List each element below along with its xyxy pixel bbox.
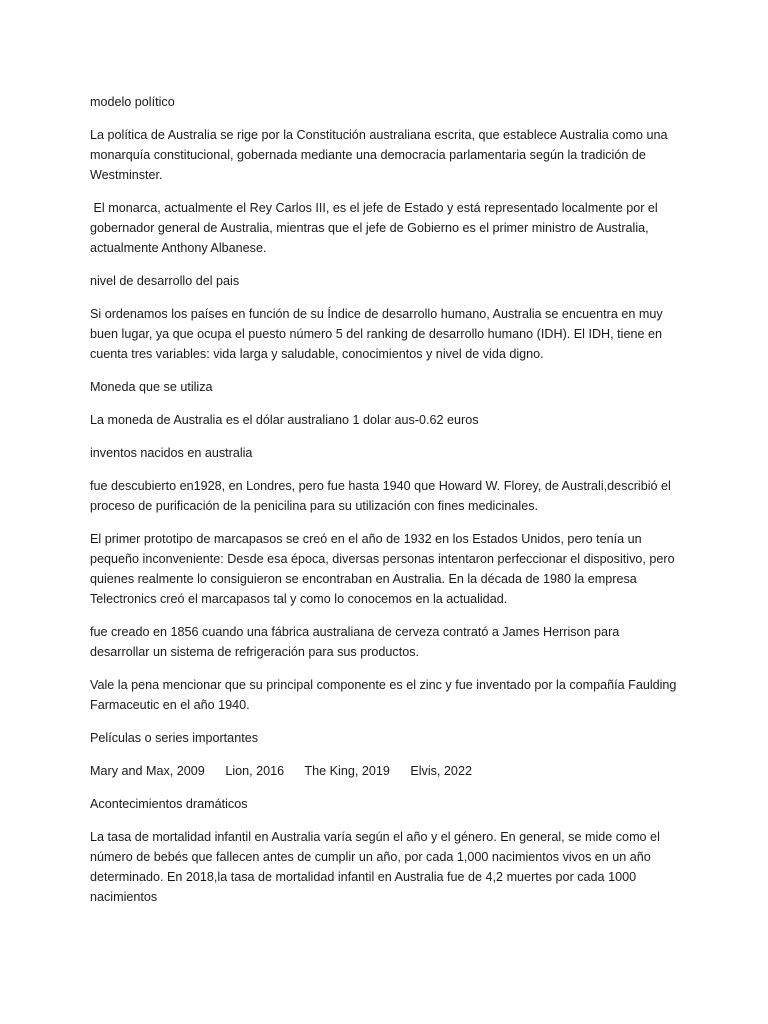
paragraph-invention-pacemaker: El primer prototipo de marcapasos se creó en el año de 1932 en los Estados Unidos, pero tenía un pequeño inconveniente: Desde esa época, diversas personas intentaron perfeccionar el dispositivo, pero quienes realmente lo consiguieron se encontraban en Australia. En la década de 1980 la empresa Telectronics creó el marcapasos tal y como lo conocemos en la actualidad.	[90, 532, 675, 606]
film-item: The King, 2019	[304, 764, 390, 778]
section-heading-films: Películas o series importantes	[90, 731, 258, 745]
paragraph-currency: La moneda de Australia es el dólar australiano 1 dolar aus-0.62 euros	[90, 413, 479, 427]
film-item: Mary and Max, 2009	[90, 764, 205, 778]
section-heading-currency: Moneda que se utiliza	[90, 380, 213, 394]
paragraph-invention-penicillin: fue descubierto en1928, en Londres, pero fue hasta 1940 que Howard W. Florey, de Australi,describió el proceso de purificación de la penicilina para su utilización con fines medicinales.	[90, 479, 671, 513]
section-heading-inventions: inventos nacidos en australia	[90, 446, 253, 460]
paragraph-invention-zinc: Vale la pena mencionar que su principal componente es el zinc y fue inventado por la compañía Faulding Farmaceutic en el año 1940.	[90, 678, 677, 712]
paragraph-political-1: La política de Australia se rige por la Constitución australiana escrita, que establece Australia como una monarquía constitucional, gobernada mediante una democracia parlamentaria según la tradición de Westminster.	[90, 128, 668, 182]
paragraph-dramatic-events: La tasa de mortalidad infantil en Australia varía según el año y el género. En general, se mide como el número de bebés que fallecen antes de cumplir un año, por cada 1,000 nacimientos vivos en un año determinado. En 2018,la tasa de mortalidad infantil en Australia fue de 4,2 muertes por cada 1000 nacimientos	[90, 830, 660, 904]
film-item: Elvis, 2022	[410, 764, 472, 778]
paragraph-political-2: El monarca, actualmente el Rey Carlos III, es el jefe de Estado y está representado localmente por el gobernador general de Australia, mientras que el jefe de Gobierno es el primer ministro de Australia, actualmente Anthony Albanese.	[90, 201, 662, 255]
paragraph-invention-refrigeration: fue creado en 1856 cuando una fábrica australiana de cerveza contrató a James Herrison para desarrollar un sistema de refrigeración para sus productos.	[90, 625, 620, 659]
document-body	[90, 92, 680, 920]
paragraph-development: Si ordenamos los países en función de su Índice de desarrollo humano, Australia se encuentra en muy buen lugar, ya que ocupa el puesto número 5 del ranking de desarrollo humano (IDH). El IDH, tiene en cuenta tres variables: vida larga y saludable, conocimientos y nivel de vida digno.	[90, 307, 663, 361]
section-heading-development: nivel de desarrollo del pais	[90, 274, 240, 288]
film-item: Lion, 2016	[225, 764, 285, 778]
section-heading-dramatic-events: Acontecimientos dramáticos	[90, 797, 248, 811]
section-heading-political-model: modelo político	[90, 95, 175, 109]
films-list	[90, 761, 680, 781]
